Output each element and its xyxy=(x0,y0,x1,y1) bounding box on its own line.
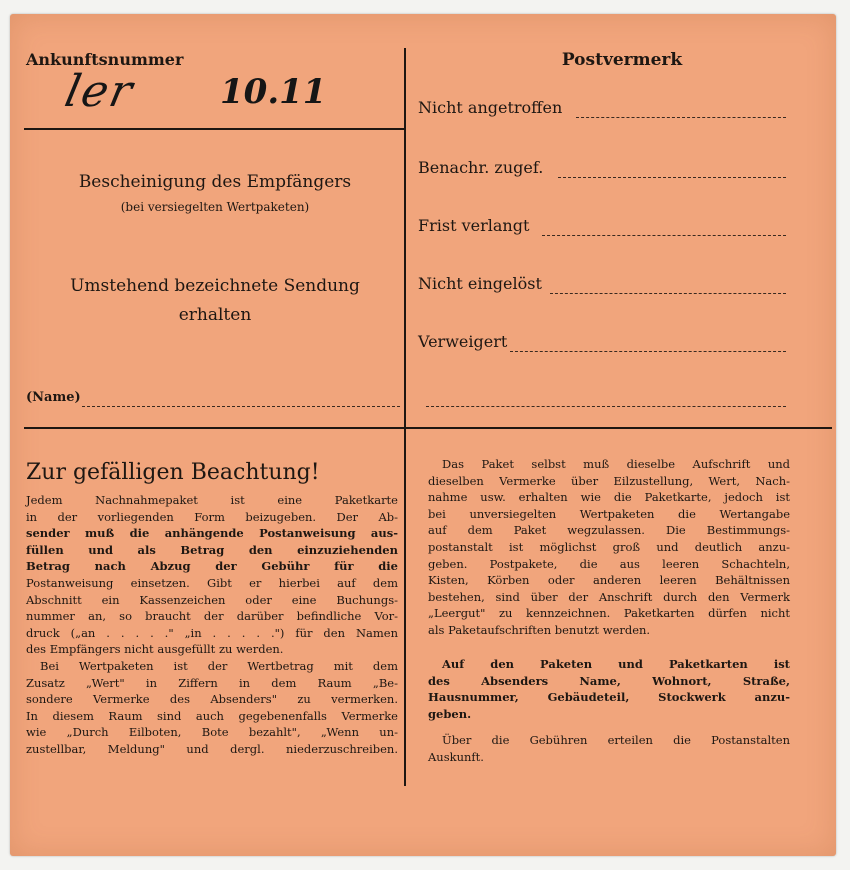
notice-left-line: Abschnitt ein Kassenzeichen oder eine Buchungs- xyxy=(26,592,398,607)
pv-row-not-redeemed: Nicht eingelöst xyxy=(418,274,542,293)
notice-right-line: dieselben Vermerke über Eilzustellung, Wert, Nach- xyxy=(428,473,790,488)
notice-right-line: postanstalt ist möglichst groß und deutlich anzu- xyxy=(428,539,790,554)
section-divider xyxy=(24,427,832,429)
notice-left-line: Zusatz „Wert" in Ziffern in dem Raum „Be- xyxy=(26,675,398,690)
notice-left-line: wie „Durch Eilboten, Bote bezahlt", „Wenn un- xyxy=(26,725,398,740)
notice-right-line: Das Paket selbst muß dieselbe Aufschrift und xyxy=(442,457,790,471)
certificate-subtitle: (bei versiegelten Wertpaketen) xyxy=(120,200,310,214)
handwritten-arrival-number: 10.11 xyxy=(220,72,327,112)
pv-row-refused: Verweigert xyxy=(418,332,508,351)
notice-left-line: füllen und als Betrag den einzuziehenden xyxy=(26,542,398,557)
pv-dots-not-found xyxy=(576,117,786,118)
certificate-title: Bescheinigung des Empfängers xyxy=(78,172,352,192)
pv-dots-refused xyxy=(510,351,786,352)
notice-right-line: „Leergut" zu kennzeichnen. Paketkarten dürfen nicht xyxy=(428,606,790,621)
pv-dots-not-redeemed xyxy=(550,293,786,294)
notice-right-line: Auskunft. xyxy=(428,749,484,764)
notice-left-line: Betrag nach Abzug der Gebühr für die xyxy=(26,559,398,574)
notice-right-text-2 xyxy=(428,656,790,722)
pv-row-notified: Benachr. zugef. xyxy=(418,158,544,177)
pv-row-not-found: Nicht angetroffen xyxy=(418,98,563,117)
name-label: (Name) xyxy=(26,390,81,405)
shipment-line-2: erhalten xyxy=(178,305,252,325)
notice-left-line: sondere Vermerke des Absenders" zu vermerken. xyxy=(26,692,398,707)
notice-right-line: Auf den Paketen und Paketkarten ist xyxy=(442,657,790,671)
notice-left-line: Jedem Nachnahmepaket ist eine Paketkarte xyxy=(26,493,398,507)
notice-right-text-3 xyxy=(428,732,790,765)
notice-left-text xyxy=(26,492,398,758)
notice-right-line: Über die Gebühren erteilen die Postanstalten xyxy=(442,733,790,747)
notice-right-line: geben. xyxy=(428,706,472,721)
notice-left-line: zustellbar, Meldung" und dergl. niederzuschreiben. xyxy=(26,741,398,756)
pv-dots-extra xyxy=(426,406,786,407)
center-vertical-divider xyxy=(404,48,406,786)
notice-left-line: in der vorliegenden Form beizugeben. Der Ab- xyxy=(26,509,398,524)
notice-left-line: sender muß die anhängende Postanweisung aus- xyxy=(26,526,398,541)
notice-left-line: Bei Wertpaketen ist der Wertbetrag mit dem xyxy=(40,658,398,673)
name-dotted-line xyxy=(82,406,400,407)
notice-right-line: als Paketaufschriften benutzt werden. xyxy=(428,622,651,637)
notice-right-line: nahme usw. erhalten wie die Paketkarte, jedoch ist xyxy=(428,490,790,505)
pv-dots-notified xyxy=(558,177,786,178)
notice-left-line: Postanweisung einsetzen. Gibt er hierbei auf dem xyxy=(26,575,398,590)
notice-heading: Zur gefälligen Beachtung! xyxy=(26,460,320,485)
notice-right-line: auf dem Paket wegzulassen. Die Bestimmungs- xyxy=(428,523,790,538)
arrival-number-label: Ankunftsnummer xyxy=(26,50,184,69)
parcel-card xyxy=(10,14,836,856)
notice-right-line: Hausnummer, Gebäudeteil, Stockwerk anzu- xyxy=(428,690,790,705)
notice-right-text-1 xyxy=(428,456,790,639)
notice-right-line: Kisten, Körben oder anderen leeren Behältnissen xyxy=(428,573,790,588)
handwritten-initials: ler xyxy=(60,66,139,117)
notice-left-line: druck („an . . . . ." „in . . . . .") für den Namen xyxy=(26,625,398,640)
shipment-received-text xyxy=(50,272,380,330)
pv-row-deadline: Frist verlangt xyxy=(418,216,530,235)
shipment-line-1: Umstehend bezeichnete Sendung xyxy=(70,276,360,296)
notice-left-line: nummer an, so braucht der darüber befindliche Vor- xyxy=(26,609,398,624)
notice-right-line: geben. Postpakete, die aus leeren Schachteln, xyxy=(428,556,790,571)
notice-left-line: des Empfängers nicht ausgefüllt zu werden. xyxy=(26,642,284,657)
postvermerk-title: Postvermerk xyxy=(561,50,683,70)
notice-right-line: des Absenders Name, Wohnort, Straße, xyxy=(428,673,790,688)
notice-right-line: bestehen, sind über der Anschrift durch den Vermerk xyxy=(428,589,790,604)
notice-left-line: In diesem Raum sind auch gegebenenfalls Vermerke xyxy=(26,708,398,723)
pv-dots-deadline xyxy=(542,235,786,236)
notice-right-line: bei unversiegelten Wertpaketen die Wertangabe xyxy=(428,506,790,521)
arrival-divider xyxy=(24,128,404,130)
